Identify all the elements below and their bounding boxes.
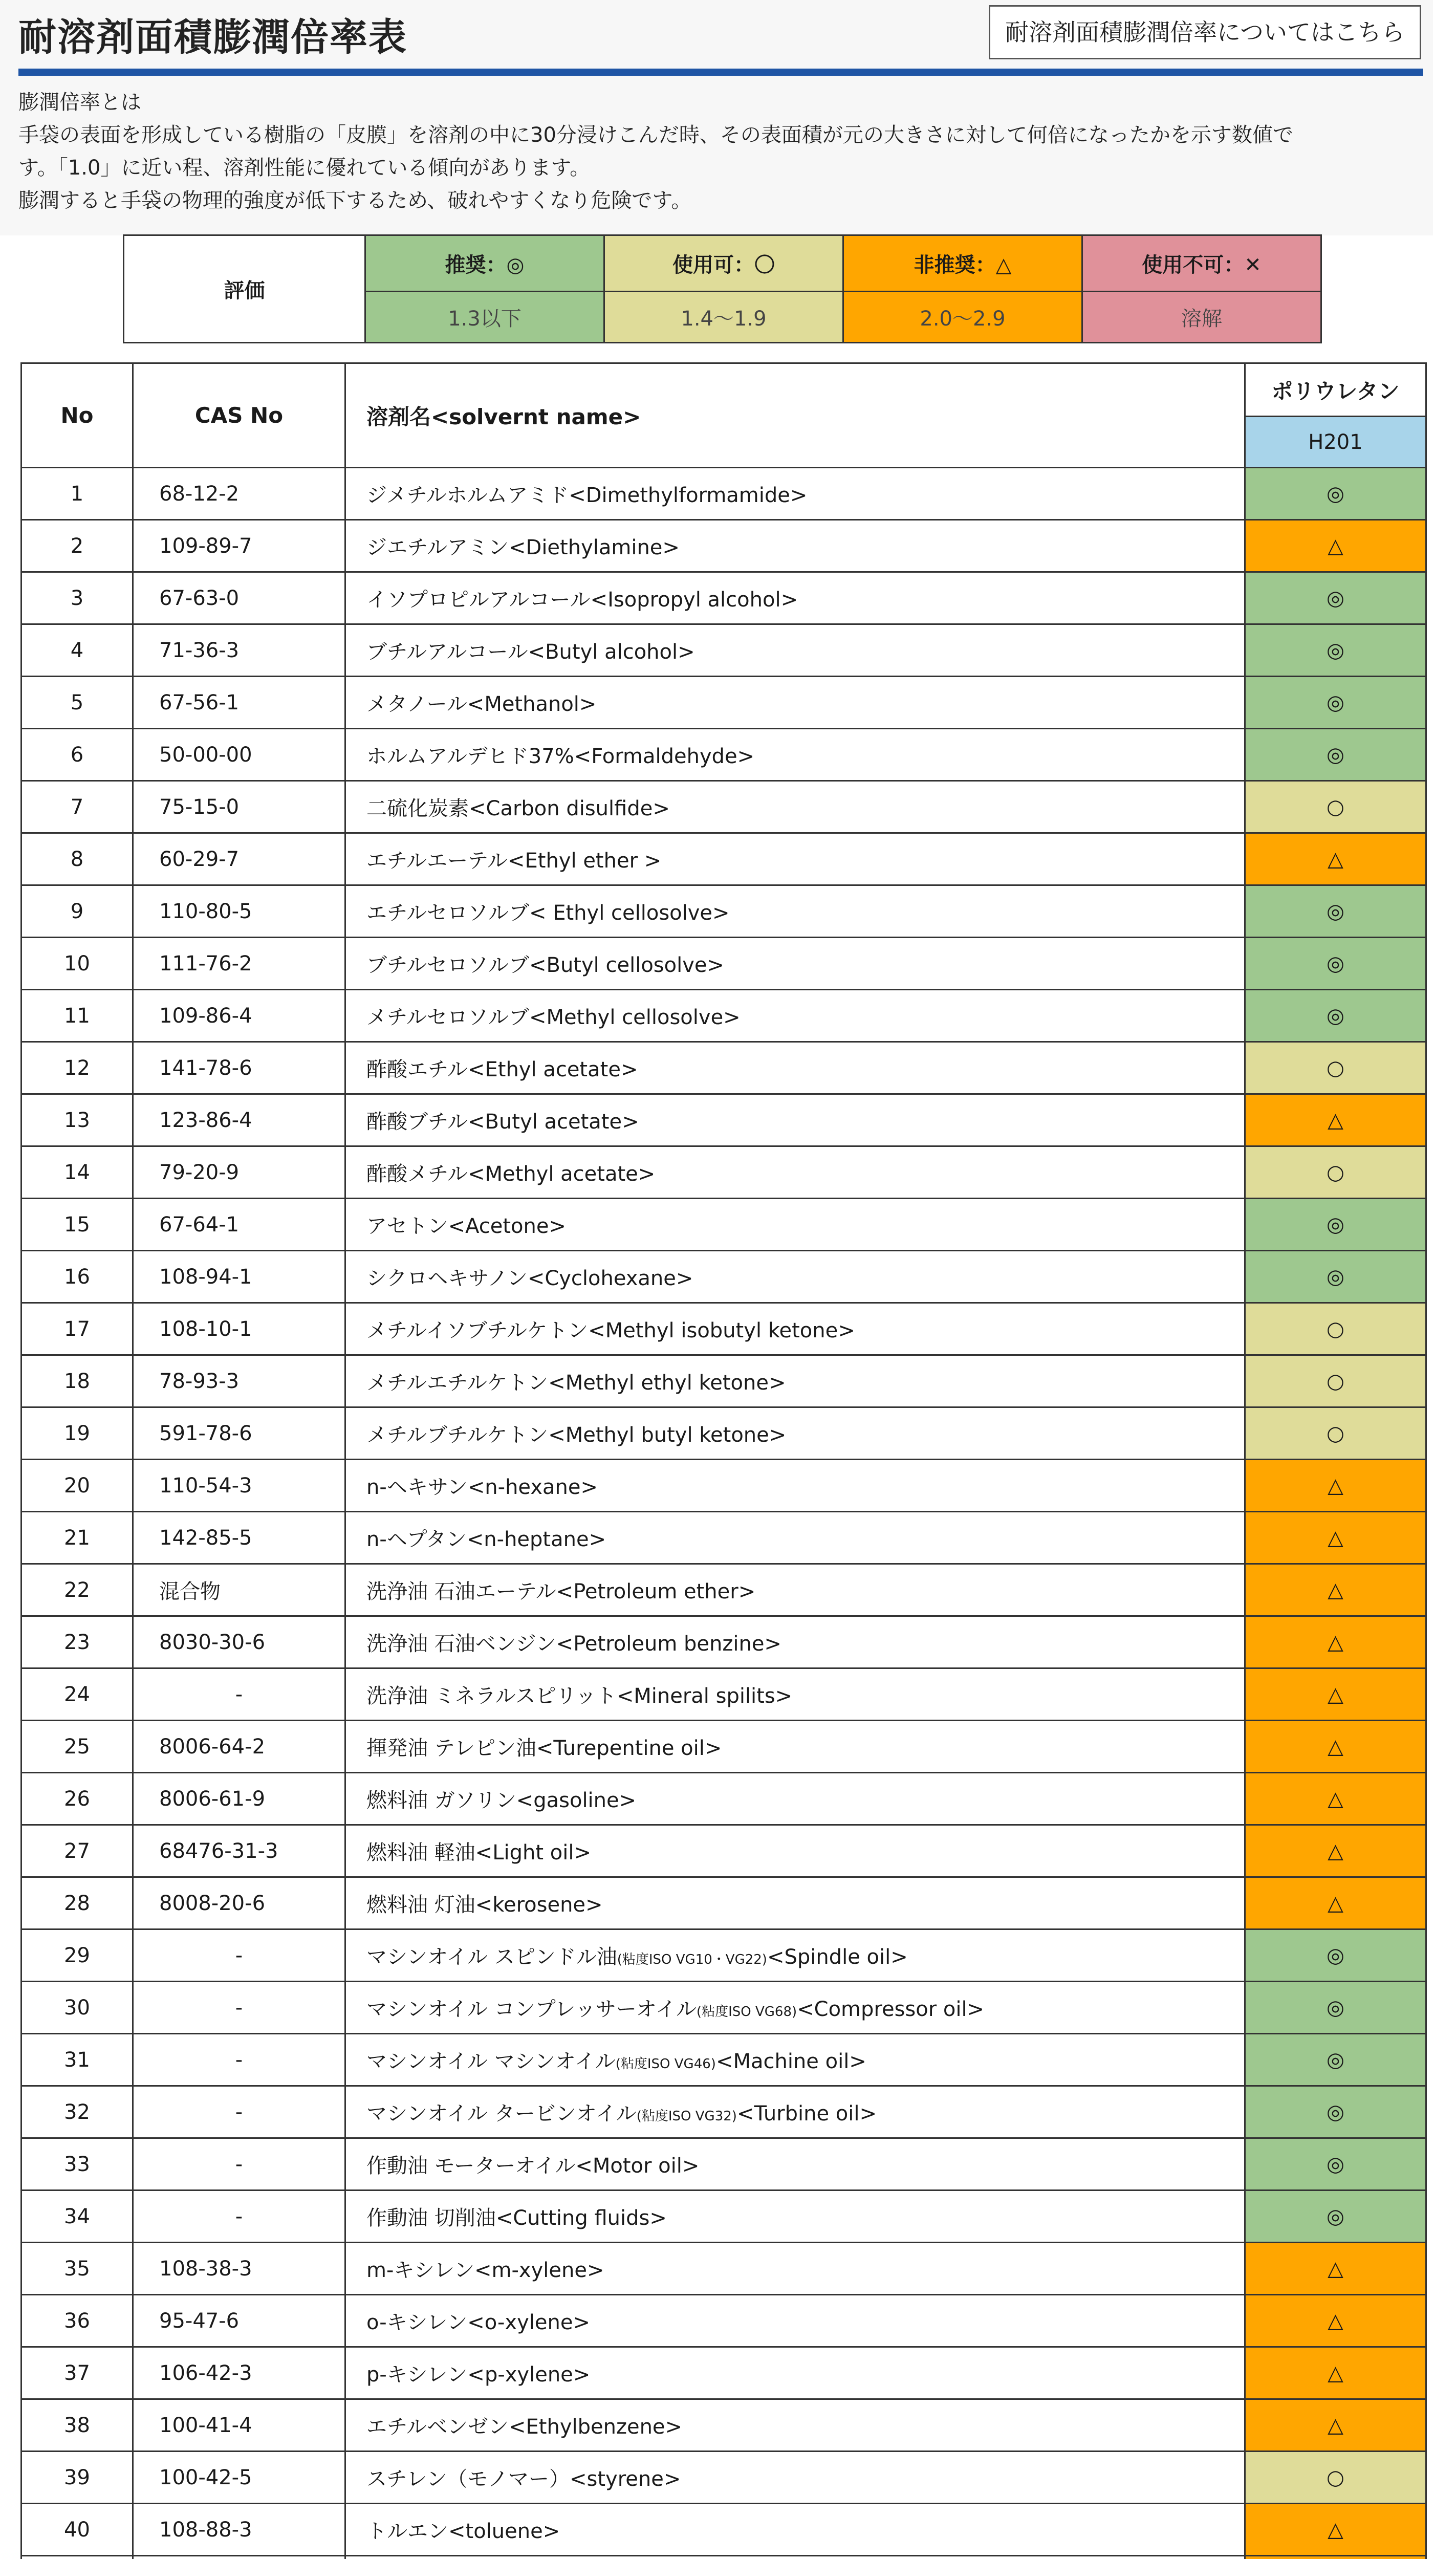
- cell-solvent-name: トルエン<toluene>: [345, 2504, 1245, 2556]
- cell-rating-warn: [1245, 2556, 1426, 2559]
- cell-solvent-name: [345, 1982, 1245, 2034]
- table-row: [21, 1407, 1426, 1460]
- cell-solvent-name: n-ヘキサン<n-hexane>: [345, 1460, 1245, 1512]
- cell-solvent-name: 洗浄油 石油エーテル<Petroleum ether>: [345, 1564, 1245, 1616]
- cell-solvent-name: アセトン<Acetone>: [345, 1199, 1245, 1251]
- table-row: [21, 1616, 1426, 1668]
- legend-warn-value: 2.0～2.9: [843, 292, 1082, 343]
- cell-solvent-name: 作動油 切削油<Cutting fluids>: [345, 2191, 1245, 2243]
- cell-no: 40: [21, 2504, 133, 2556]
- cell-rating-ok: ○: [1245, 1042, 1426, 1094]
- table-row: [21, 1355, 1426, 1407]
- cell-rating-ok: ○: [1245, 1355, 1426, 1407]
- cell-no: 11: [21, 990, 133, 1042]
- table-row: [21, 2452, 1426, 2504]
- cell-no: 5: [21, 677, 133, 729]
- column-header-cas: CAS No: [133, 363, 345, 468]
- cell-rating-warn: △: [1245, 1721, 1426, 1773]
- table-row: [21, 938, 1426, 990]
- cell-rating-good: ◎: [1245, 938, 1426, 990]
- cell-no: 19: [21, 1407, 133, 1460]
- table-row: [21, 1146, 1426, 1199]
- cell-cas-no: 68-12-2: [133, 468, 345, 520]
- table-row: [21, 781, 1426, 833]
- cell-no: 13: [21, 1094, 133, 1146]
- cell-rating-warn: △: [1245, 1460, 1426, 1512]
- table-row: [21, 2556, 1426, 2559]
- cell-rating-warn: △: [1245, 1877, 1426, 1929]
- cell-solvent-name: シクロヘキサノン<Cyclohexane>: [345, 1251, 1245, 1303]
- cell-cas-no: 8006-61-9: [133, 1773, 345, 1825]
- description-line: 手袋の表面を形成している樹脂の「皮膜」を溶剤の中に30分浸けこんだ時、その表面積が元の大きさに対して何倍になったかを示す数値で: [18, 123, 1293, 147]
- cell-cas-no: 142-85-5: [133, 1512, 345, 1564]
- cell-rating-warn: △: [1245, 1564, 1426, 1616]
- cell-no: 33: [21, 2138, 133, 2191]
- cell-solvent-name: ジエチルアミン<Diethylamine>: [345, 520, 1245, 572]
- cell-cas-no: 75-15-0: [133, 781, 345, 833]
- cell-solvent-name: p-キシレン<p-xylene>: [345, 2347, 1245, 2399]
- cell-no: 31: [21, 2034, 133, 2086]
- cell-cas-no: 68476-31-3: [133, 1825, 345, 1877]
- swelling-rate-info-link[interactable]: 耐溶剤面積膨潤倍率についてはこちら: [989, 5, 1421, 59]
- cell-no: [21, 2556, 133, 2559]
- cell-rating-good: ◎: [1245, 990, 1426, 1042]
- solvent-viscosity-note: (粘度ISO VG32): [636, 2109, 737, 2124]
- cell-rating-ok: ○: [1245, 1303, 1426, 1355]
- cell-cas-no: 100-41-4: [133, 2399, 345, 2452]
- cell-no: 22: [21, 1564, 133, 1616]
- cell-cas-no: -: [133, 2086, 345, 2138]
- table-body: [21, 468, 1426, 2559]
- cell-solvent-name: ブチルアルコール<Butyl alcohol>: [345, 624, 1245, 677]
- cell-no: 6: [21, 729, 133, 781]
- cell-solvent-name: ホルムアルデヒド37%<Formaldehyde>: [345, 729, 1245, 781]
- cell-solvent-name: 酢酸ブチル<Butyl acetate>: [345, 1094, 1245, 1146]
- cell-cas-no: 8030-30-6: [133, 1616, 345, 1668]
- cell-solvent-name: メチルエチルケトン<Methyl ethyl ketone>: [345, 1355, 1245, 1407]
- cell-solvent-name: メチルイソブチルケトン<Methyl isobutyl ketone>: [345, 1303, 1245, 1355]
- cell-solvent-name: 二硫化炭素<Carbon disulfide>: [345, 781, 1245, 833]
- table-row: [21, 729, 1426, 781]
- cell-cas-no: 95-47-6: [133, 2295, 345, 2347]
- cell-cas-no: 8008-20-6: [133, 1877, 345, 1929]
- cell-cas-no: 111-76-2: [133, 938, 345, 990]
- cell-rating-good: ◎: [1245, 885, 1426, 938]
- cell-no: 24: [21, 1668, 133, 1721]
- cell-no: 18: [21, 1355, 133, 1407]
- cell-cas-no: 108-88-3: [133, 2504, 345, 2556]
- column-header-solvent-name: 溶剤名<solvernt name>: [345, 363, 1245, 468]
- table-row: [21, 1877, 1426, 1929]
- cell-no: 34: [21, 2191, 133, 2243]
- cell-no: 39: [21, 2452, 133, 2504]
- cell-no: 12: [21, 1042, 133, 1094]
- table-row: [21, 2034, 1426, 2086]
- cell-no: 37: [21, 2347, 133, 2399]
- description-line: 膨潤すると手袋の物理的強度が低下するため、破れやすくなり危険です。: [18, 189, 692, 212]
- cell-no: 8: [21, 833, 133, 885]
- table-row: [21, 2086, 1426, 2138]
- description-line: 膨潤倍率とは: [18, 91, 141, 114]
- cell-no: 38: [21, 2399, 133, 2452]
- cell-cas-no: 591-78-6: [133, 1407, 345, 1460]
- cell-rating-warn: △: [1245, 1773, 1426, 1825]
- cell-rating-good: ◎: [1245, 2086, 1426, 2138]
- cell-rating-warn: △: [1245, 1825, 1426, 1877]
- cell-cas-no: -: [133, 1929, 345, 1982]
- cell-no: 17: [21, 1303, 133, 1355]
- solvent-name-main: マシンオイル コンプレッサーオイル: [366, 1998, 697, 2021]
- table-row: [21, 1721, 1426, 1773]
- table-row: [21, 1825, 1426, 1877]
- cell-no: 14: [21, 1146, 133, 1199]
- cell-solvent-name: ジメチルホルムアミド<Dimethylformamide>: [345, 468, 1245, 520]
- cell-rating-warn: △: [1245, 520, 1426, 572]
- cell-cas-no: 79-20-9: [133, 1146, 345, 1199]
- cell-cas-no: 108-94-1: [133, 1251, 345, 1303]
- page-header: [0, 0, 1433, 77]
- solvent-name-english: <Machine oil>: [715, 2050, 866, 2073]
- page-title: 耐溶剤面積膨潤倍率表: [18, 15, 407, 59]
- column-header-model: H201: [1245, 417, 1426, 468]
- cell-rating-good: ◎: [1245, 468, 1426, 520]
- cell-solvent-name: [345, 2086, 1245, 2138]
- cell-solvent-name: 洗浄油 石油ベンジン<Petroleum benzine>: [345, 1616, 1245, 1668]
- cell-cas-no: 110-54-3: [133, 1460, 345, 1512]
- cell-solvent-name: エチルベンゼン<Ethylbenzene>: [345, 2399, 1245, 2452]
- cell-cas-no: -: [133, 1668, 345, 1721]
- cell-rating-warn: △: [1245, 2504, 1426, 2556]
- cell-cas-no: 78-93-3: [133, 1355, 345, 1407]
- table-row: [21, 1042, 1426, 1094]
- cell-cas-no: 108-10-1: [133, 1303, 345, 1355]
- cell-rating-ok: ○: [1245, 1407, 1426, 1460]
- column-header-material: ポリウレタン: [1245, 363, 1426, 417]
- cell-no: 4: [21, 624, 133, 677]
- cell-rating-ok: ○: [1245, 781, 1426, 833]
- cell-rating-good: ◎: [1245, 572, 1426, 624]
- table-row: [21, 520, 1426, 572]
- solvent-name-english: <Turbine oil>: [736, 2102, 877, 2126]
- cell-rating-good: ◎: [1245, 2034, 1426, 2086]
- cell-solvent-name: 酢酸メチル<Methyl acetate>: [345, 1146, 1245, 1199]
- description-line: す。「1.0」に近い程、溶剤性能に優れている傾向があります。: [18, 156, 591, 180]
- table-row: [21, 885, 1426, 938]
- solvent-viscosity-note: (粘度ISO VG68): [696, 2004, 797, 2020]
- cell-solvent-name: 燃料油 灯油<kerosene>: [345, 1877, 1245, 1929]
- cell-rating-ok: ○: [1245, 1146, 1426, 1199]
- cell-no: 26: [21, 1773, 133, 1825]
- cell-solvent-name: [345, 2556, 1245, 2559]
- table-row: [21, 1303, 1426, 1355]
- cell-no: 30: [21, 1982, 133, 2034]
- cell-solvent-name: エチルセロソルブ< Ethyl cellosolve>: [345, 885, 1245, 938]
- cell-no: 35: [21, 2243, 133, 2295]
- table-row: [21, 833, 1426, 885]
- cell-solvent-name: メチルブチルケトン<Methyl butyl ketone>: [345, 1407, 1245, 1460]
- cell-cas-no: -: [133, 1982, 345, 2034]
- cell-rating-good: ◎: [1245, 1929, 1426, 1982]
- table-row: [21, 2347, 1426, 2399]
- solvent-name-main: マシンオイル マシンオイル: [366, 2050, 616, 2073]
- cell-rating-good: ◎: [1245, 2138, 1426, 2191]
- cell-cas-no: -: [133, 2138, 345, 2191]
- cell-solvent-name: n-ヘプタン<n-heptane>: [345, 1512, 1245, 1564]
- cell-solvent-name: 酢酸エチル<Ethyl acetate>: [345, 1042, 1245, 1094]
- cell-cas-no: 67-64-1: [133, 1199, 345, 1251]
- cell-solvent-name: エチルエーテル<Ethyl ether >: [345, 833, 1245, 885]
- table-row: [21, 990, 1426, 1042]
- cell-solvent-name: メタノール<Methanol>: [345, 677, 1245, 729]
- cell-rating-good: ◎: [1245, 1199, 1426, 1251]
- cell-solvent-name: 作動油 モーターオイル<Motor oil>: [345, 2138, 1245, 2191]
- cell-rating-good: ◎: [1245, 729, 1426, 781]
- cell-solvent-name: メチルセロソルブ<Methyl cellosolve>: [345, 990, 1245, 1042]
- cell-no: 21: [21, 1512, 133, 1564]
- cell-solvent-name: [345, 2034, 1245, 2086]
- cell-cas-no: 67-63-0: [133, 572, 345, 624]
- legend-ok-head: 使用可：〇: [604, 235, 843, 292]
- legend-label: 評価: [124, 235, 365, 343]
- table-row: [21, 1929, 1426, 1982]
- cell-no: 3: [21, 572, 133, 624]
- cell-rating-good: ◎: [1245, 1251, 1426, 1303]
- cell-cas-no: 108-38-3: [133, 2243, 345, 2295]
- table-row: [21, 1773, 1426, 1825]
- cell-rating-warn: △: [1245, 1094, 1426, 1146]
- cell-no: 16: [21, 1251, 133, 1303]
- table-row: [21, 677, 1426, 729]
- table-row: [21, 1982, 1426, 2034]
- cell-no: 29: [21, 1929, 133, 1982]
- cell-rating-good: ◎: [1245, 624, 1426, 677]
- cell-solvent-name: m-キシレン<m-xylene>: [345, 2243, 1245, 2295]
- description: [18, 86, 1423, 217]
- table-row: [21, 2295, 1426, 2347]
- cell-cas-no: 123-86-4: [133, 1094, 345, 1146]
- cell-cas-no: 109-89-7: [133, 520, 345, 572]
- cell-solvent-name: スチレン（モノマー）<styrene>: [345, 2452, 1245, 2504]
- table-row: [21, 468, 1426, 520]
- legend-ok-value: 1.4～1.9: [604, 292, 843, 343]
- cell-solvent-name: イソプロピルアルコール<Isopropyl alcohol>: [345, 572, 1245, 624]
- rating-legend: [123, 234, 1322, 343]
- cell-no: 23: [21, 1616, 133, 1668]
- cell-no: 20: [21, 1460, 133, 1512]
- solvent-name-english: <Spindle oil>: [767, 1945, 908, 1969]
- cell-cas-no: 109-86-4: [133, 990, 345, 1042]
- cell-cas-no: 106-42-3: [133, 2347, 345, 2399]
- table-row: [21, 2399, 1426, 2452]
- cell-no: 28: [21, 1877, 133, 1929]
- cell-no: 36: [21, 2295, 133, 2347]
- cell-solvent-name: ブチルセロソルブ<Butyl cellosolve>: [345, 938, 1245, 990]
- cell-cas-no: 67-56-1: [133, 677, 345, 729]
- cell-cas-no: 141-78-6: [133, 1042, 345, 1094]
- cell-rating-ok: ○: [1245, 2452, 1426, 2504]
- cell-cas-no: 8006-64-2: [133, 1721, 345, 1773]
- swelling-rate-table: [20, 362, 1427, 2559]
- cell-rating-good: ◎: [1245, 1982, 1426, 2034]
- cell-no: 10: [21, 938, 133, 990]
- table-row: [21, 1512, 1426, 1564]
- table-row: [21, 2504, 1426, 2556]
- cell-solvent-name: [345, 1929, 1245, 1982]
- cell-rating-good: ◎: [1245, 2191, 1426, 2243]
- cell-rating-warn: △: [1245, 2243, 1426, 2295]
- table-row: [21, 1564, 1426, 1616]
- cell-rating-warn: △: [1245, 2347, 1426, 2399]
- cell-cas-no: 100-42-5: [133, 2452, 345, 2504]
- cell-solvent-name: 洗浄油 ミネラルスピリット<Mineral spilits>: [345, 1668, 1245, 1721]
- cell-no: 7: [21, 781, 133, 833]
- cell-cas-no: -: [133, 2034, 345, 2086]
- cell-cas-no: -: [133, 2191, 345, 2243]
- cell-no: 27: [21, 1825, 133, 1877]
- solvent-name-main: マシンオイル スピンドル油: [366, 1945, 617, 1969]
- cell-cas-no: 110-80-5: [133, 885, 345, 938]
- cell-solvent-name: 燃料油 軽油<Light oil>: [345, 1825, 1245, 1877]
- cell-no: 25: [21, 1721, 133, 1773]
- legend-bad-value: 溶解: [1082, 292, 1321, 343]
- table-row: [21, 1251, 1426, 1303]
- cell-rating-warn: △: [1245, 833, 1426, 885]
- table-row: [21, 1199, 1426, 1251]
- table-row: [21, 1094, 1426, 1146]
- table-row: [21, 2243, 1426, 2295]
- cell-rating-warn: △: [1245, 1512, 1426, 1564]
- cell-rating-warn: △: [1245, 2295, 1426, 2347]
- solvent-name-english: <Compressor oil>: [797, 1998, 985, 2021]
- cell-cas-no: 混合物: [133, 1564, 345, 1616]
- cell-no: 9: [21, 885, 133, 938]
- cell-rating-warn: △: [1245, 1616, 1426, 1668]
- legend-warn-head: 非推奨：△: [843, 235, 1082, 292]
- cell-rating-warn: △: [1245, 1668, 1426, 1721]
- table-row: [21, 1668, 1426, 1721]
- column-header-no: No: [21, 363, 133, 468]
- cell-rating-warn: △: [1245, 2399, 1426, 2452]
- legend-good-value: 1.3以下: [365, 292, 604, 343]
- title-divider: [18, 69, 1423, 76]
- cell-no: 15: [21, 1199, 133, 1251]
- solvent-viscosity-note: (粘度ISO VG46): [615, 2056, 716, 2072]
- table-row: [21, 1460, 1426, 1512]
- cell-cas-no: 60-29-7: [133, 833, 345, 885]
- cell-cas-no: 50-00-00: [133, 729, 345, 781]
- cell-solvent-name: o-キシレン<o-xylene>: [345, 2295, 1245, 2347]
- table-row: [21, 2138, 1426, 2191]
- table-row: [21, 624, 1426, 677]
- solvent-viscosity-note: (粘度ISO VG10・VG22): [617, 1952, 767, 1967]
- cell-no: 32: [21, 2086, 133, 2138]
- table-row: [21, 2191, 1426, 2243]
- cell-cas-no: 71-36-3: [133, 624, 345, 677]
- cell-no: 2: [21, 520, 133, 572]
- cell-cas-no: [133, 2556, 345, 2559]
- legend-good-head: 推奨：◎: [365, 235, 604, 292]
- table-row: [21, 572, 1426, 624]
- cell-rating-good: ◎: [1245, 677, 1426, 729]
- legend-bad-head: 使用不可：✕: [1082, 235, 1321, 292]
- cell-solvent-name: 燃料油 ガソリン<gasoline>: [345, 1773, 1245, 1825]
- solvent-name-main: マシンオイル タービンオイル: [366, 2102, 637, 2126]
- cell-solvent-name: 揮発油 テレピン油<Turepentine oil>: [345, 1721, 1245, 1773]
- cell-no: 1: [21, 468, 133, 520]
